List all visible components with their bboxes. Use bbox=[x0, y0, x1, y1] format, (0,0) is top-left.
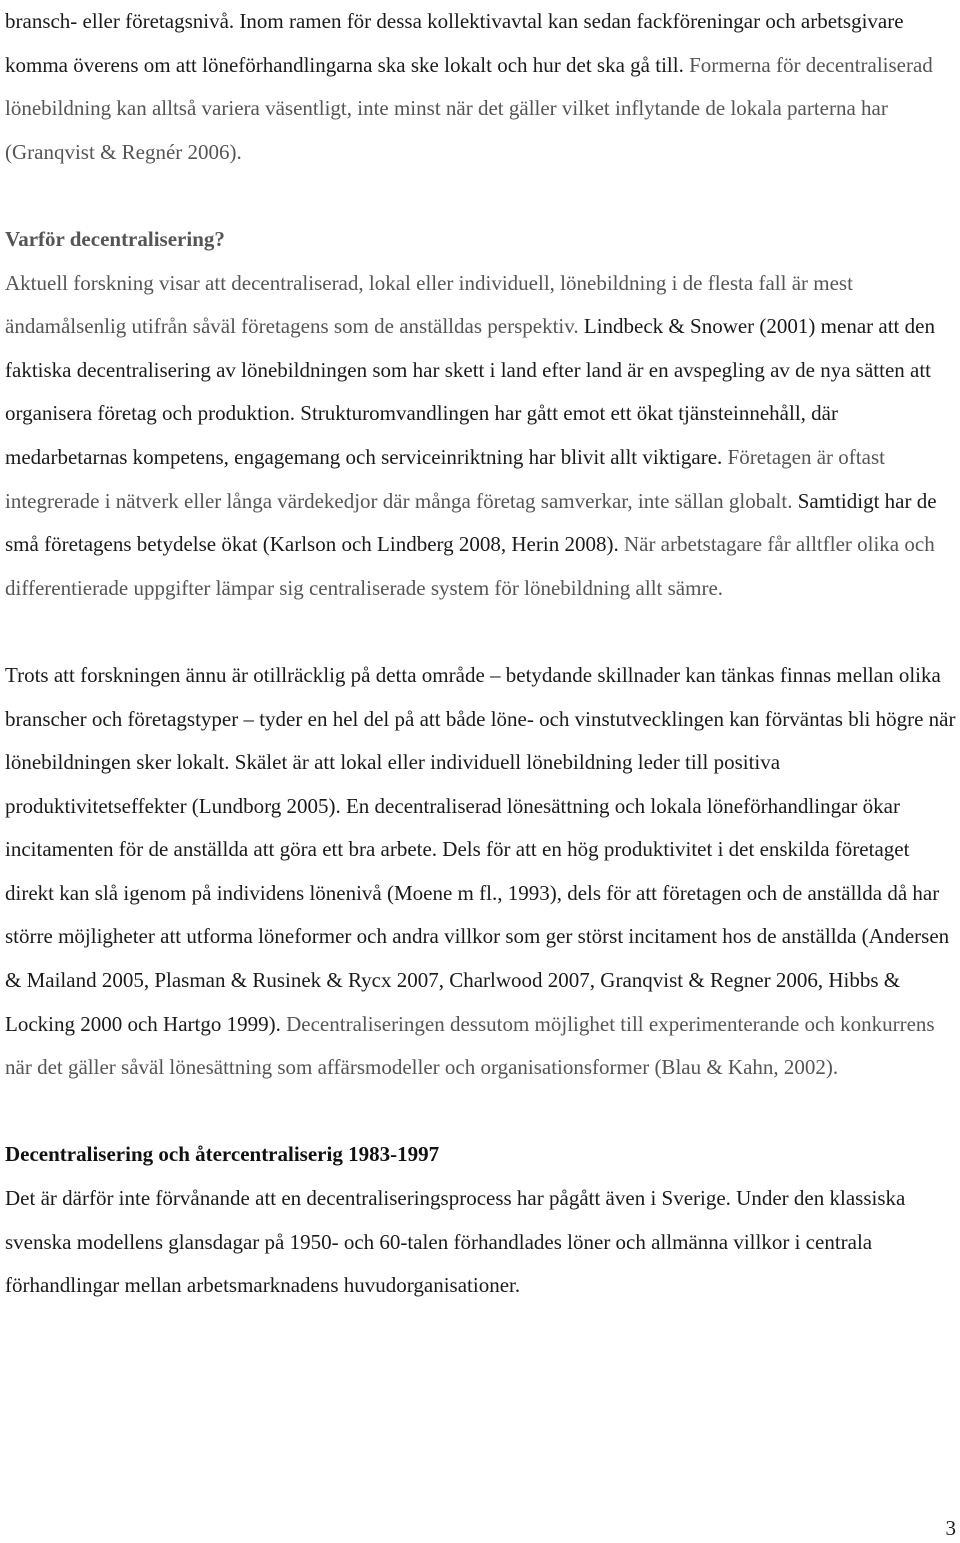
section-heading-decentralisering: Decentralisering och återcentraliserig 1983-1997 bbox=[5, 1142, 440, 1167]
paragraph-gap bbox=[5, 1090, 960, 1134]
paragraph-sverige bbox=[5, 1177, 960, 1308]
text-segment: Det är därför inte förvånande att en decentraliseringsprocess har pågått även i Sverige. Under den klassiska svenska modellens glansdagar på 1950- och 60-talen förhandlades löner och allmänna villkor i centrala förhandlingar mellan arbetsmarknadens huvudorganisationer. bbox=[5, 1186, 906, 1298]
paragraph-varfor bbox=[5, 262, 960, 611]
text-segment: Samtidigt har de små företagens betydelse ökat (Karlson och Lindberg 2008, Herin 2008). bbox=[5, 488, 937, 557]
text-segment: När arbetstagare får alltfler olika och differentierade uppgifter lämpar sig centraliserade system för lönebildning allt sämre. bbox=[5, 532, 935, 600]
text-segment: Företagen är oftast integrerade i nätverk eller långa värdekedjor där många företag samverkar, inte sällan globalt. bbox=[5, 444, 885, 513]
paragraph-gap bbox=[5, 174, 960, 218]
text-segment: Lindbeck & Snower (2001) menar att den faktiska decentralisering av lönebildningen som har skett i land efter land är en avspegling av de nya sätten att organisera företag och produktion. Strukturomvandlingen har gått emot ett ökat tjänsteinnehåll, där medarbetarnas kompetens, engagemang och serviceinriktning har blivit allt viktigare. bbox=[5, 314, 935, 469]
page-number: 3 bbox=[945, 1516, 956, 1540]
text-segment: bransch- eller företagsnivå. Inom ramen för dessa kollektivavtal kan sedan fackföreningar och arbetsgivare komma överens om att löneförhandlingarna ska ske lokalt och hur det ska gå till. bbox=[5, 9, 904, 77]
text-segment: Trots att forskningen ännu är otillräcklig på detta område – betydande skillnader kan tänkas finnas mellan olika branscher och företagstyper – tyder en hel del på att både löne- och vinstutvecklingen kan förväntas bli högre när lönebildningen sker lokalt. Skälet är att lokal eller individuell lönebildning leder till positiva produktivitetseffekter (Lundborg 2005). En decentraliserad lönesättning och lokala löneförhandlingar ökar incitamenten för de anställda att göra ett bra arbete. Dels för att en hög produktivitet i det enskilda företaget direkt kan slå igenom på individens lönenivå (Moene m fl., 1993), dels för att företagen och de anställda då har större möjligheter att utforma löneformer och andra villkor som ger störst incitament hos de anställda (Andersen & Mailand 2005, Plasman & Rusinek & Rycx 2007, Charlwood 2007, Granqvist & Regner 2006, Hibbs & Locking 2000 och Hartgo 1999). bbox=[5, 662, 956, 1036]
paragraph-gap bbox=[5, 610, 960, 654]
paragraph-trots bbox=[5, 654, 960, 1090]
paragraph-intro bbox=[5, 0, 960, 174]
text-segment: Decentraliseringen dessutom möjlighet till experimenterande och konkurrens när det gäller såväl lönesättning som affärsmodeller och organisationsformer (Blau & Kahn, 2002). bbox=[5, 1011, 935, 1080]
section-heading-varfor: Varför decentralisering? bbox=[5, 226, 225, 251]
text-segment: Aktuell forskning visar att decentraliserad, lokal eller individuell, lönebildning i de flesta fall är mest ändamålsenlig utifrån såväl företagens som de anställdas perspektiv. bbox=[5, 270, 853, 339]
document-page bbox=[5, 0, 960, 1308]
text-segment: Formerna för decentraliserad lönebildning kan alltså variera väsentligt, inte minst när det gäller vilket inflytande de lokala parterna har (Granqvist & Regnér 2006). bbox=[5, 52, 933, 164]
